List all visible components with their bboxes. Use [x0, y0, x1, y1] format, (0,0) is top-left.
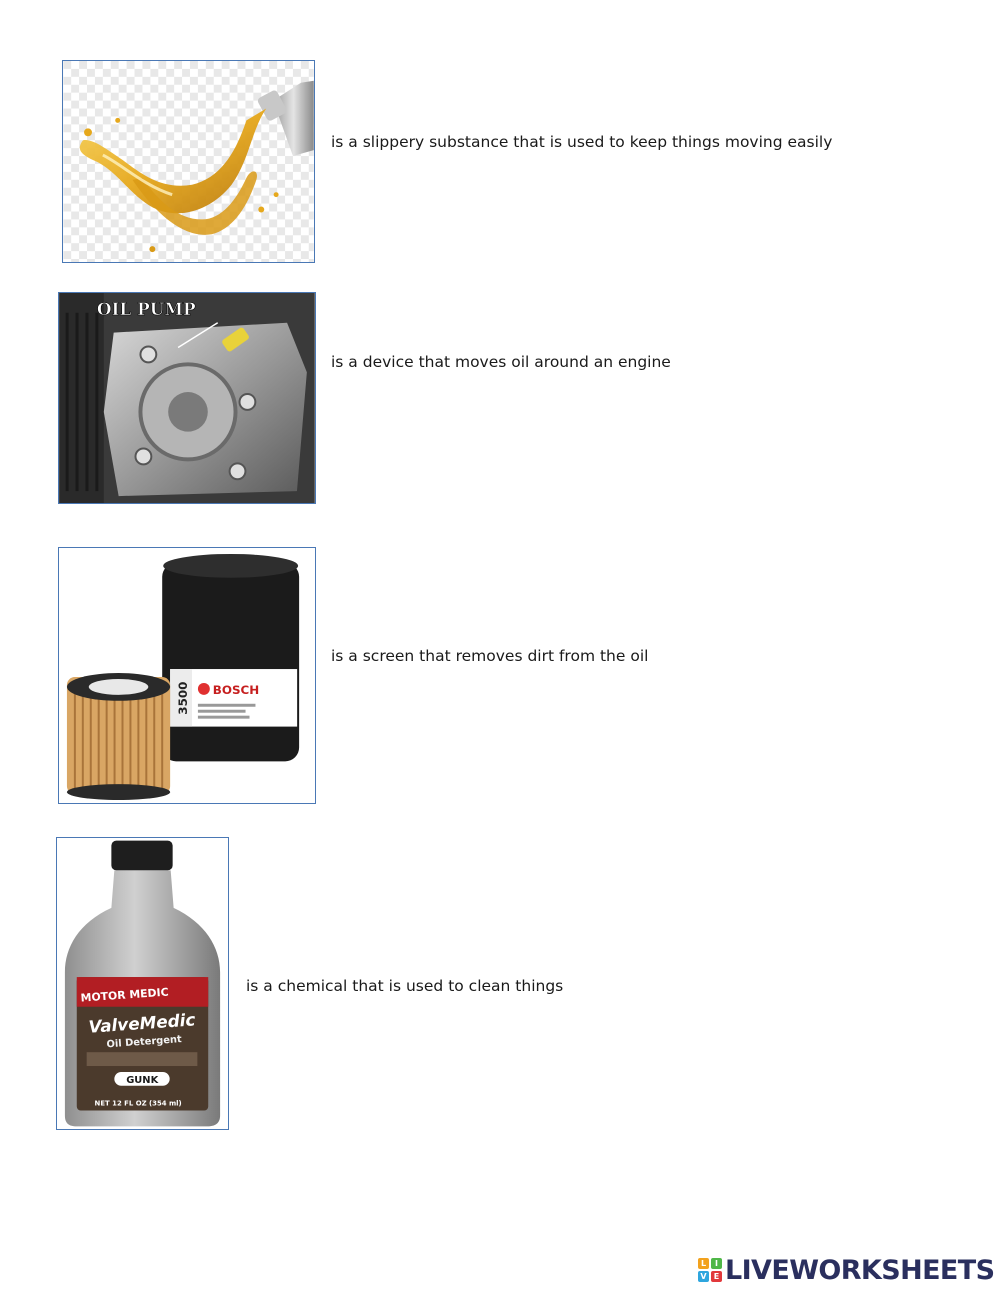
detergent-bottle-icon — [57, 838, 228, 1129]
oil-pour-icon — [63, 61, 314, 262]
oil-filter-image — [58, 547, 316, 804]
oil-pump-definition: is a device that moves oil around an engine — [331, 353, 671, 371]
filter-model: 3500 — [176, 681, 190, 715]
logo-blocks-icon: L I V E — [698, 1258, 722, 1282]
liveworksheets-logo — [698, 1255, 994, 1285]
oil-pump-icon — [59, 293, 315, 503]
filter-brand: BOSCH — [212, 682, 260, 697]
label-sub: Oil Detergent — [106, 1034, 183, 1051]
oil-pump-image — [58, 292, 316, 504]
oil-filter-definition: is a screen that removes dirt from the oil — [331, 647, 649, 665]
label-brand: MOTOR MEDIC — [80, 985, 169, 1005]
oil-pump-caption: OIL PUMP — [96, 298, 196, 319]
detergent-image — [56, 837, 229, 1130]
oil-filter-icon — [59, 548, 315, 803]
lubricant-definition: is a slippery substance that is used to keep things moving easily — [331, 133, 833, 151]
label-product: ValveMedic — [87, 1009, 196, 1037]
brand-name: LIVEWORKSHEETS — [725, 1254, 995, 1286]
detergent-definition: is a chemical that is used to clean things — [246, 977, 564, 995]
label-volume: NET 12 FL OZ (354 ml) — [94, 1099, 182, 1108]
lubricant-image — [62, 60, 315, 263]
label-maker: GUNK — [126, 1074, 159, 1086]
